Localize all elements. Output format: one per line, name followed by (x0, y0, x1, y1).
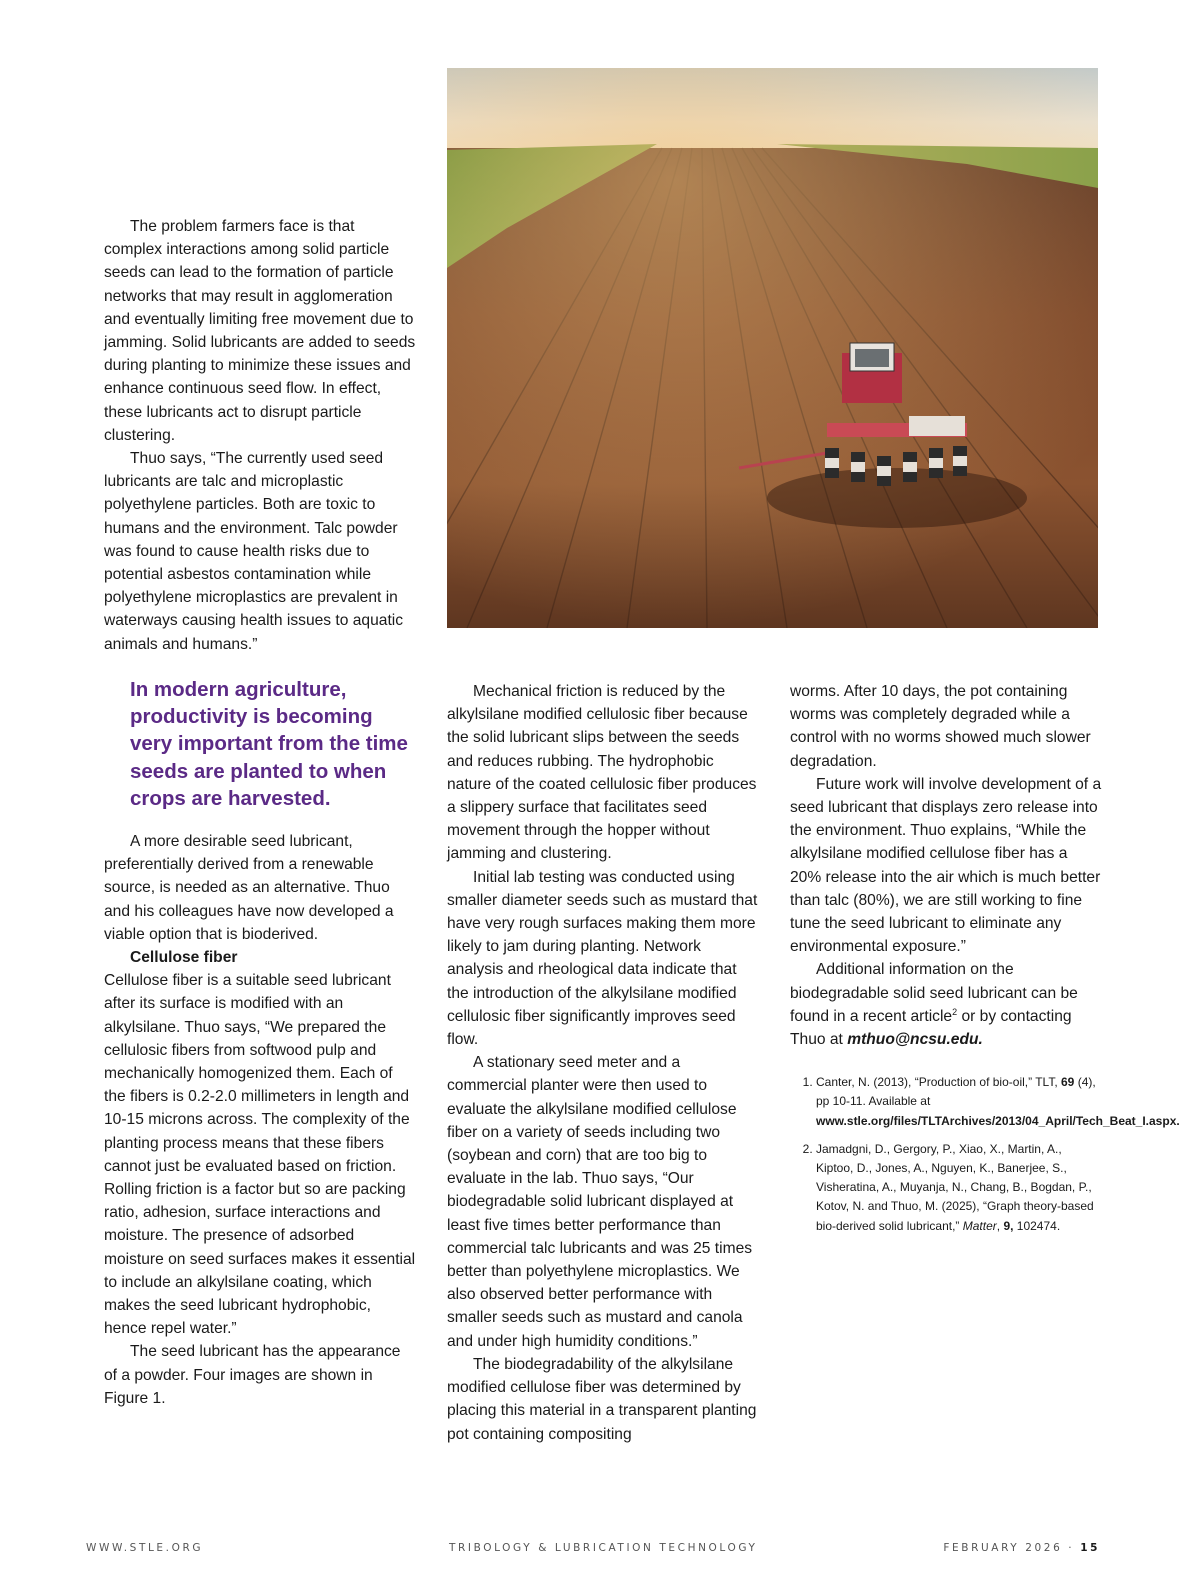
reference-item (816, 1073, 1180, 1131)
paragraph: Thuo says, “The currently used seed lubricants are talc and microplastic polyethylene particles. Both are toxic to humans and the environment. Talc powder was found to cause health risks due to potential asbestos contamination while polyethylene microplastics are prevalent in waterways causing health issues to aquatic animals and humans.” (104, 450, 404, 653)
reference-text: Jamadgni, D., Gergory, P., Xiao, X., Martin, A., Kiptoo, D., Jones, A., Nguyen, K., Banerjee, S., Visheratina, A., Muyanja, N., Chang, B., Bogdan, P., Kotov, N. and Thuo, M. (2025), “Graph theory-based bio-derived solid lubricant,” (816, 1141, 1094, 1233)
reference-item (816, 1140, 1102, 1236)
field-illustration (447, 68, 1098, 628)
reference-text: 102474. (1013, 1218, 1061, 1233)
reference-text: Canter, N. (2013), “Production of bio-oil,” TLT, (816, 1075, 1061, 1090)
paragraph: Initial lab testing was conducted using smaller diameter seeds such as mustard that have very rough surfaces making them more likely to jam during planting. Network analysis and rheological data indicate that the introduction of the alkylsilane modified cellulosic fiber significantly improves seed flow. (447, 868, 758, 1049)
paragraph: A more desirable seed lubricant, preferentially derived from a renewable source, is needed as an alternative. Thuo and his colleagues have now developed a viable option that is bioderived. (104, 833, 394, 943)
reference-text: (4), pp 10-11. Available at (816, 1075, 1096, 1109)
paragraph-text: or by contacting Thuo at (790, 1007, 1072, 1049)
paragraph: Future work will involve development of a seed lubricant that displays zero release into the environment. Thuo explains, “While the alkylsilane modified cellulose fiber has a 20% release into the air which is much better than talc (80%), we are still working to fine tune the seed lubricant to eliminate any environmental exposure.” (790, 775, 1102, 956)
page-number: 15 (1080, 1542, 1100, 1554)
footer-date-page (943, 1542, 1100, 1554)
paragraph: Mechanical friction is reduced by the alkylsilane modified cellulosic fiber because the solid lubricant slips between the seeds and reduces rubbing. The hydrophobic nature of the coated cellulosic fiber produces a slippery surface that facilitates seed movement through the hopper without jamming and clustering. (447, 683, 757, 863)
footer-website[interactable]: WWW.STLE.ORG (86, 1542, 204, 1554)
pull-quote: In modern agriculture, productivity is becoming very important from the time seeds are planted to when crops are harvested. (130, 678, 408, 810)
reference-volume: 69 (1061, 1075, 1075, 1090)
footer-date: FEBRUARY 2026 · (943, 1542, 1081, 1554)
reference-volume: 9, (1003, 1218, 1014, 1233)
column-left-lower (104, 830, 416, 1410)
column-right (790, 680, 1180, 1245)
column-left-upper (104, 215, 416, 656)
email-link[interactable]: mthuo@ncsu.edu. (847, 1031, 983, 1049)
section-heading: Cellulose fiber (130, 949, 238, 967)
paragraph (790, 958, 1102, 1051)
paragraph: A stationary seed meter and a commercial planter were then used to evaluate the alkylsilane modified cellulose fiber on a variety of seeds including two (soybean and corn) that are too big to evaluate in the lab. Thuo says, “Our biodegradable solid lubricant displayed at least five times better performance than commercial talc lubricants and was 25 times better than polyethylene microplastics. We also observed better performance with smaller seeds such as mustard and canola and under high humidity conditions.” (447, 1054, 753, 1350)
paragraph: worms. After 10 days, the pot containing worms was completely degraded while a control with no worms showed much slower degradation. (790, 683, 1091, 770)
footer-publication: TRIBOLOGY & LUBRICATION TECHNOLOGY (449, 1542, 758, 1554)
hero-photo-tractor-field (447, 68, 1098, 628)
paragraph: The seed lubricant has the appearance of a powder. Four images are shown in Figure 1. (104, 1343, 401, 1407)
paragraph-text: Additional information on the biodegradable solid seed lubricant can be found in a recent article (790, 961, 1078, 1025)
references (790, 1073, 1180, 1236)
reference-text: , (996, 1218, 1004, 1233)
paragraph: The biodegradability of the alkylsilane modified cellulose fiber was determined by placing this material in a transparent planting pot containing compositing (447, 1355, 757, 1443)
paragraph: Cellulose fiber is a suitable seed lubricant after its surface is modified with an alkylsilane. Thuo says, “We prepared the cellulosic fibers from softwood pulp and mechanically homogenized them. Each of the fibers is 0.2-2.0 millimeters in length and 10-15 microns across. The complexity of the planting process means that these fibers cannot just be evaluated based on friction. Rolling friction is a factor but so are packing ratio, adhesion, surface interactions and moisture. The presence of adsorbed moisture on seed surfaces makes it essential to include an alkylsilane coating, which makes the seed lubricant hydrophobic, hence repel water.” (104, 972, 416, 1338)
footnote-ref[interactable]: 2 (952, 1006, 958, 1017)
column-middle (447, 680, 759, 1446)
paragraph: The problem farmers face is that complex interactions among solid particle seeds can lead to the formation of particle networks that may result in agglomeration and eventually limiting free movement due to jamming. Solid lubricants are added to seeds during planting to minimize these issues and enhance continuous seed flow. In effect, these lubricants act to disrupt particle clustering. (104, 218, 416, 444)
reference-journal: Matter (962, 1218, 997, 1233)
reference-url-link[interactable]: www.stle.org/files/TLTArchives/2013/04_April/Tech_Beat_I.aspx. (816, 1113, 1180, 1128)
